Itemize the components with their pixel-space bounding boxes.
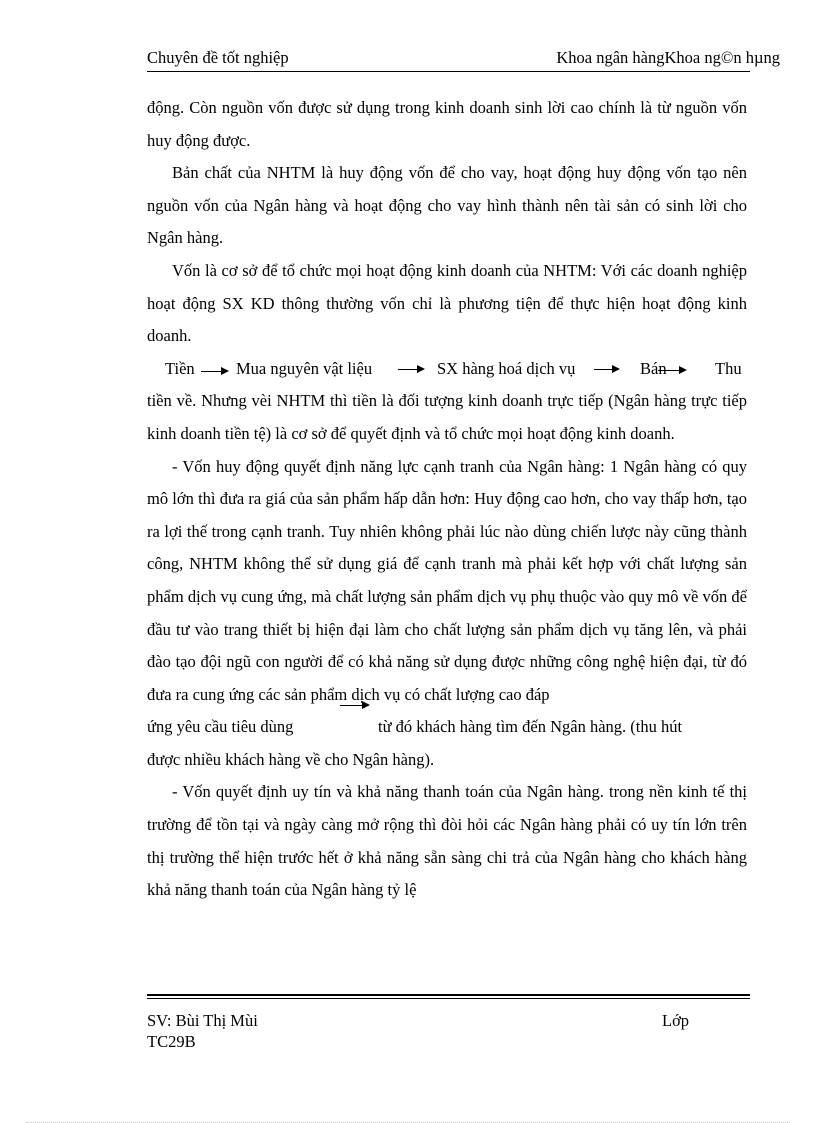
footer-student-block [147, 1010, 258, 1052]
paragraph-6: - Vốn quyết định uy tín và khả năng thanh toán của Ngân hàng. trong nền kinh tế thị trường để tồn tại và ngày càng mở rộng thì đòi hỏi các Ngân hàng phải có uy tín lớn trên thị trường thể hiện trước hết ở khả năng sẵn sàng chi trả của Ngân hàng cho khách hàng khả năng thanh toán của Ngân hàng tỷ lệ [147, 782, 747, 900]
body-text [147, 92, 747, 907]
header-divider [147, 71, 750, 72]
p5-line-part-b: từ đó khách hàng tìm đến Ngân hàng. (thu hút [378, 717, 683, 737]
right-arrow-icon [340, 705, 368, 706]
paragraph-5-end: được nhiều khách hàng về cho Ngân hàng). [147, 749, 435, 769]
footer-divider-thick [147, 994, 750, 996]
flow-arrow-icon [658, 370, 685, 371]
flow-arrow-icon [594, 369, 618, 370]
flow-step-1: Tiền [165, 358, 195, 378]
header-title-right: Khoa ngân hàngKhoa ng©n hµng [556, 48, 780, 67]
paragraph-5: - Vốn huy động quyết định năng lực cạnh tranh của Ngân hàng: 1 Ngân hàng có quy mô lớn thì đưa ra giá của sản phẩm hấp dẫn hơn: Huy động cao hơn, cho vay thấp hơn, tạo ra lợi thế trong cạnh tranh. Tuy nhiên không phải lúc nào dùng chiến lược này cũng thành công, NHTM không thể sử dụng giá để cạnh tranh mà phải kết hợp với chất lượng sản phẩm dịch vụ cung ứng, mà chất lượng sản phẩm dịch vụ phụ thuộc vào quy mô về vốn để đầu tư vào trang thiết bị hiện đại làm cho chất lượng sản phẩm dịch vụ tăng lên, và phải đào tạo đội ngũ con người để có khả năng sử dụng được những công nghệ hiện đại, từ đó đưa ra cung ứng các sản phẩm dịch vụ có chất lượng cao đáp [147, 456, 747, 704]
footer-divider-thin [147, 998, 750, 999]
flow-step-4: Bán [640, 358, 667, 378]
paragraph-2: Bản chất của NHTM là huy động vốn để cho vay, hoạt động huy động vốn tạo nên nguồn vốn của Ngân hàng và hoạt động cho vay hình thành nên tài sản có sinh lời cho Ngân hàng. [147, 163, 747, 248]
flow-step-2: Mua nguyên vật liệu [236, 358, 373, 378]
header-title-left: Chuyên đề tốt nghiệp [147, 48, 289, 67]
money-flow-diagram [147, 353, 747, 386]
paragraph-1: động. Còn nguồn vốn được sử dụng trong kinh doanh sinh lời cao chính là từ nguồn vốn huy động được. [147, 98, 747, 150]
flow-step-3: SX hàng hoá dịch vụ [437, 358, 576, 378]
paragraph-4-continued: tiền về. Nhưng vèi NHTM thì tiền là đối tượng kinh doanh trực tiếp (Ngân hàng trực tiếp kinh doanh tiền tệ) là cơ sở để quyết định và tổ chức mọi hoạt động kinh doanh. [147, 391, 747, 443]
paragraph-5-arrow-line [147, 711, 747, 744]
flow-arrow-icon [398, 369, 423, 370]
page-header [147, 48, 780, 72]
paragraph-3: Vốn là cơ sở để tổ chức mọi hoạt động kinh doanh của NHTM: Với các doanh nghiệp hoạt động SX KD thông thường vốn chỉ là phương tiện để thực hiện hoạt động kinh doanh. [147, 260, 747, 346]
flow-arrow-icon [201, 371, 227, 372]
p5-line-part-a: ứng yêu cầu tiêu dùng [147, 717, 294, 737]
footer-class-label: Lớp [662, 1011, 690, 1030]
flow-step-5: Thu [715, 358, 742, 378]
footer-student-name: SV: Bùi Thị Mùi [147, 1011, 258, 1030]
footer-class-code: TC29B [147, 1032, 196, 1051]
